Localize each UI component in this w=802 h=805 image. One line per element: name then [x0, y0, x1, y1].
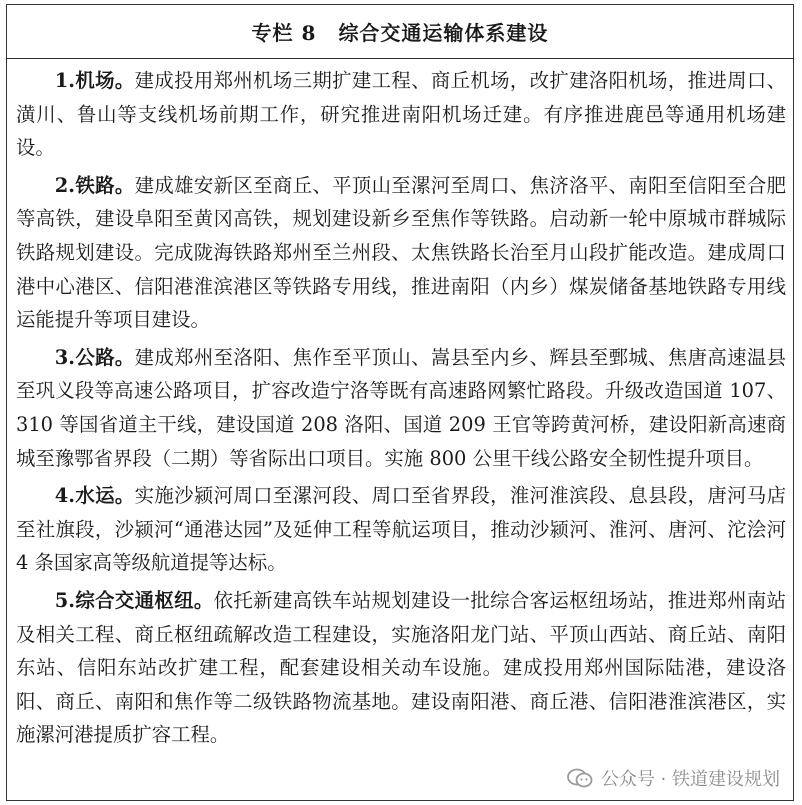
column-box-body — [16, 64, 786, 756]
paragraph-text: 建成雄安新区至商丘、平顶山至漯河至周口、焦济洛平、南阳至信阳至合肥等高铁，建设阜阳至黄冈高铁，规划建设新乡至焦作等铁路。启动新一轮中原城市群城际铁路规划建设。完成陇海铁路郑州至兰州段、太焦铁路长治至月山段扩能改造。建成周口港中心港区、信阳港淮滨港区等铁路专用线，推进南阳（内乡）煤炭储备基地铁路专用线运能提升等项目建设。 — [16, 173, 787, 332]
paragraph-text: 建成投用郑州机场三期扩建工程、商丘机场，改扩建洛阳机场，推进周口、潢川、鲁山等支线机场前期工作，研究推进南阳机场迁建。有序推进鹿邑等通用机场建设。 — [16, 69, 787, 160]
paragraph-railway — [16, 169, 786, 337]
paragraph-text: 建成郑州至洛阳、焦作至平顶山、嵩县至内乡、辉县至鄄城、焦唐高速温县至巩义段等高速公路项目，扩容改造宁洛等既有高速路网繁忙路段。升级改造国道 107、310 等国省道主干线，建设国道 208 洛阳、国道 209 王官等跨黄河桥，建设阳新高速商城至豫鄂省界段（二期）等省际出口项目。实施 800 公里干线公路安全韧性提升项目。 — [16, 345, 787, 470]
watermark — [563, 763, 786, 793]
column-box-header — [6, 4, 794, 59]
paragraph-text: 依托新建高铁车站规划建设一批综合客运枢纽场站，推进郑州南站及相关工程、商丘枢纽疏解改造工程建设，实施洛阳龙门站、平顶山西站、商丘站、南阳东站、信阳东站改扩建工程，配套建设相关动车设施。建成投用郑州国际陆港，建设洛阳、商丘、南阳和焦作等二级铁路物流基地。建设南阳港、商丘港、信阳港淮滨港区，实施漯河港提质扩容工程。 — [16, 588, 786, 747]
paragraph-lead: 2.铁路。 — [54, 173, 135, 197]
wechat-official-account-icon — [567, 767, 593, 789]
paragraph-airport — [16, 64, 786, 165]
watermark-text: 公众号 · 铁道建设规划 — [600, 769, 780, 790]
column-label: 专栏 8 — [251, 20, 317, 45]
paragraph-lead: 4.水运。 — [54, 484, 135, 508]
column-title: 综合交通运输体系建设 — [338, 20, 549, 45]
paragraph-lead: 5.综合交通枢纽。 — [54, 588, 214, 612]
paragraph-lead: 3.公路。 — [54, 345, 135, 369]
paragraph-transport-hub — [16, 584, 786, 752]
paragraph-text: 实施沙颍河周口至漯河段、周口至省界段，淮河淮滨段、息县段，唐河马店至社旗段，沙颍河“通港达园”及延伸工程等航运项目，推动沙颍河、淮河、唐河、沱浍河 4 条国家高等级航道提等达标。 — [16, 484, 787, 575]
paragraph-highway — [16, 341, 786, 475]
paragraph-lead: 1.机场。 — [54, 69, 135, 92]
paragraph-waterway — [16, 479, 786, 580]
